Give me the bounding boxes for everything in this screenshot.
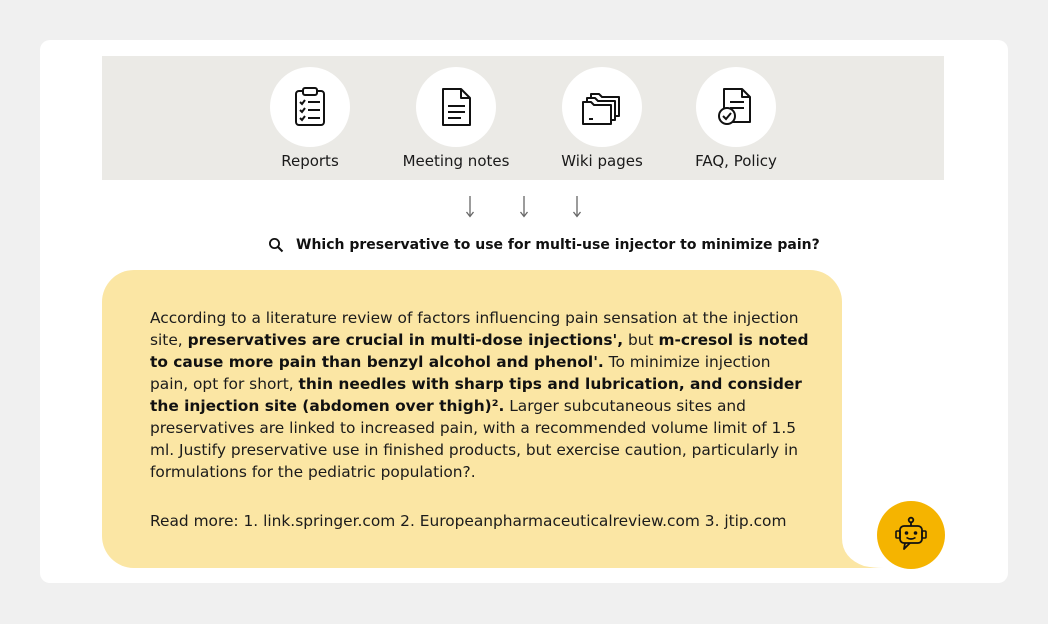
query-text: Which preservative to use for multi-use injector to minimize pain?: [296, 237, 820, 253]
search-icon: [268, 237, 284, 253]
source-label: Wiki pages: [561, 152, 643, 170]
query-row: [268, 234, 820, 256]
folders-icon: [581, 88, 623, 126]
source-label: Reports: [281, 152, 339, 170]
chat-card: [40, 40, 1008, 583]
source-faq-policy[interactable]: [656, 67, 816, 170]
answer-bubble: [102, 270, 842, 568]
answer-text: According to a literature review of factors influencing pain sensation at the injection site, preservatives are crucial in multi-dose injections', but m-cresol is noted to cause more pain than benzyl alcohol and phenol'. To minimize injection pain, opt for short, thin needles with sharp tips and lubrication, and consider the injection site (abdomen over thigh)². Larger subcutaneous sites and preservatives are linked to increased pain, with a recommended volume limit of 1.5 ml. Justify preservative use in finished products, but exercise caution, particularly in formulations for the pediatric population?.: [150, 309, 809, 481]
arrow-down-icon: [571, 195, 583, 219]
document-icon: [437, 86, 475, 128]
source-label: Meeting notes: [402, 152, 510, 170]
source-reports[interactable]: [230, 67, 390, 170]
document-check-icon: [716, 86, 756, 128]
clipboard-checklist-icon: [290, 86, 330, 128]
robot-icon: [891, 515, 931, 555]
assistant-avatar[interactable]: [877, 501, 945, 569]
arrow-down-icon: [518, 195, 530, 219]
source-meeting-notes[interactable]: [376, 67, 536, 170]
source-label: FAQ, Policy: [695, 152, 777, 170]
knowledge-sources-band: [102, 56, 944, 180]
read-more-links[interactable]: Read more: 1. link.springer.com 2. Europeanpharmaceuticalreview.com 3. jtip.com: [150, 512, 787, 530]
arrow-down-icon: [464, 195, 476, 219]
